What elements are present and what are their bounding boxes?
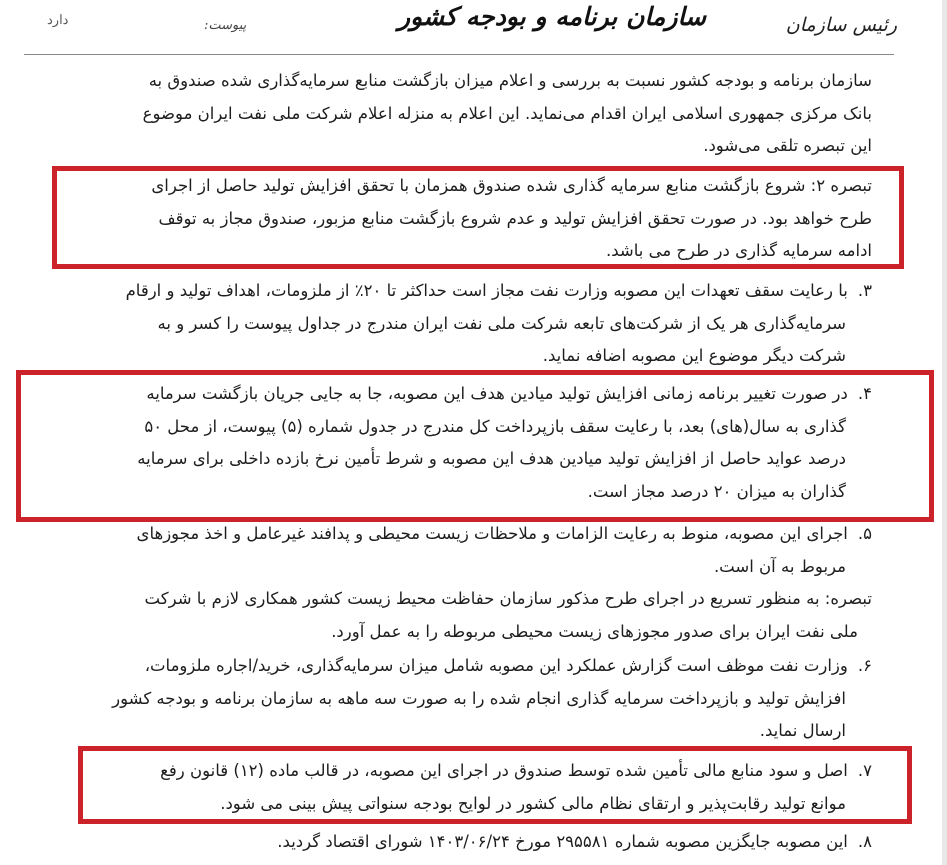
text-line: ادامه سرمایه گذاری در طرح می باشد. [605,241,872,260]
attachment-label: پیوست: [204,18,247,33]
text-line: تبصره ۲: شروع بازگشت منابع سرمایه گذاری شده صندوق همزمان با تحقق افزایش تولید حاصل از اجرای [151,176,872,195]
text-line: شرکت دیگر موضوع این مصوبه اضافه نماید. [542,346,846,365]
item-3-paragraph [62,275,872,373]
item-6-paragraph [62,650,872,748]
header-divider [24,54,894,55]
text-line: ۸.این مصوبه جایگزین مصوبه شماره ۲۹۵۵۸۱ مورخ ۱۴۰۳/۰۶/۲۴ شورای اقتصاد گردید. [62,826,872,859]
letterhead [0,0,947,58]
text-line: این تبصره تلقی می‌شود. [703,136,872,155]
item-7-paragraph [62,755,872,820]
text-line: طرح خواهد بود. در صورت تحقق افزایش تولید و عدم شروع بازگشت منابع مزبور، صندوق مجاز به توقف [158,208,872,228]
text-line: ۶.وزارت نفت موظف است گزارش عملکرد این مصوبه شامل میزان سرمایه‌گذاری، خرید/اجاره ملزومات، [62,650,872,683]
text-line: ۵.اجرای این مصوبه، منوط به رعایت الزامات و ملاحظات زیست محیطی و پدافند غیرعامل و اخذ مجوزهای [62,518,872,551]
text-line: ۳.با رعایت سقف تعهدات این مصوبه وزارت نفت مجاز است حداکثر تا ۲۰٪ از ملزومات، اهداف تولید و ارقام [62,275,872,308]
text-line: گذاران به میزان ۲۰ درصد مجاز است. [587,481,846,501]
text-line: بانک مرکزی جمهوری اسلامی ایران اقدام می‌نماید. این اعلام به منزله اعلام شرکت ملی نفت ایران موضوع [142,103,872,123]
text-line: سرمایه‌گذاری هر یک از شرکت‌های تابعه شرکت ملی نفت ایران مندرج در جداول پیوست را کسر و به [157,313,846,333]
item-4-paragraph [62,378,872,508]
note-2-paragraph [62,170,872,268]
item-number: ۴. [857,384,872,403]
text-line: درصد عواید حاصل از افزایش تولید میادین هدف این مصوبه و شرط تأمین نرخ بازده داخلی برای سرمایه [137,449,846,468]
page-edge [942,0,947,865]
text-line: موانع تولید رقابت‌پذیر و ارتقای نظام مالی کشور در لوایح بودجه سنواتی پیش بینی می شود. [220,793,846,813]
intro-paragraph [62,65,872,163]
text-line: ملی نفت ایران برای صدور مجوزهای زیست محیطی مربوطه را به عمل آورد. [331,621,858,641]
item-5-paragraph [62,518,872,583]
text-line: سازمان برنامه و بودجه کشور نسبت به بررسی و اعلام میزان بازگشت منابع سرمایه‌گذاری شده صندوق به [148,71,872,90]
organization-name: سازمان برنامه و بودجه کشور [398,2,707,31]
attachment-value: دارد [47,13,69,28]
text-line: ارسال نماید. [759,721,846,740]
text-line: گذاری به سال(های) بعد، با رعایت سقف بازپرداخت کل مندرج در جدول شماره (۵) پیوست، از محل ۵۰ [144,416,846,436]
text-line: ۷.اصل و سود منابع مالی تأمین شده توسط صندوق در اجرای این مصوبه، در قالب ماده (۱۲) قانون رفع [62,755,872,788]
text-line: مربوط به آن است. [713,556,846,576]
item-number: ۷. [857,761,872,780]
text-line: ۴.در صورت تغییر برنامه زمانی افزایش تولید میادین هدف این مصوبه، جا به جایی جریان بازگشت سرمایه [62,378,872,411]
text-line: افزایش تولید و بازپرداخت سرمایه گذاری انجام شده را به صورت سه ماهه به سازمان برنامه و بودجه کشور [112,688,846,708]
item-5-note-paragraph [62,583,872,648]
text-line: تبصره: به منظور تسریع در اجرای طرح مذکور سازمان حفاظت محیط زیست کشور همکاری لازم با شرکت [144,589,872,608]
item-number: ۵. [857,524,872,543]
item-number: ۸. [857,832,872,851]
signatory-title: رئیس سازمان [785,14,897,36]
item-number: ۳. [857,281,872,300]
item-number: ۶. [857,656,872,675]
item-8-paragraph [62,826,872,859]
